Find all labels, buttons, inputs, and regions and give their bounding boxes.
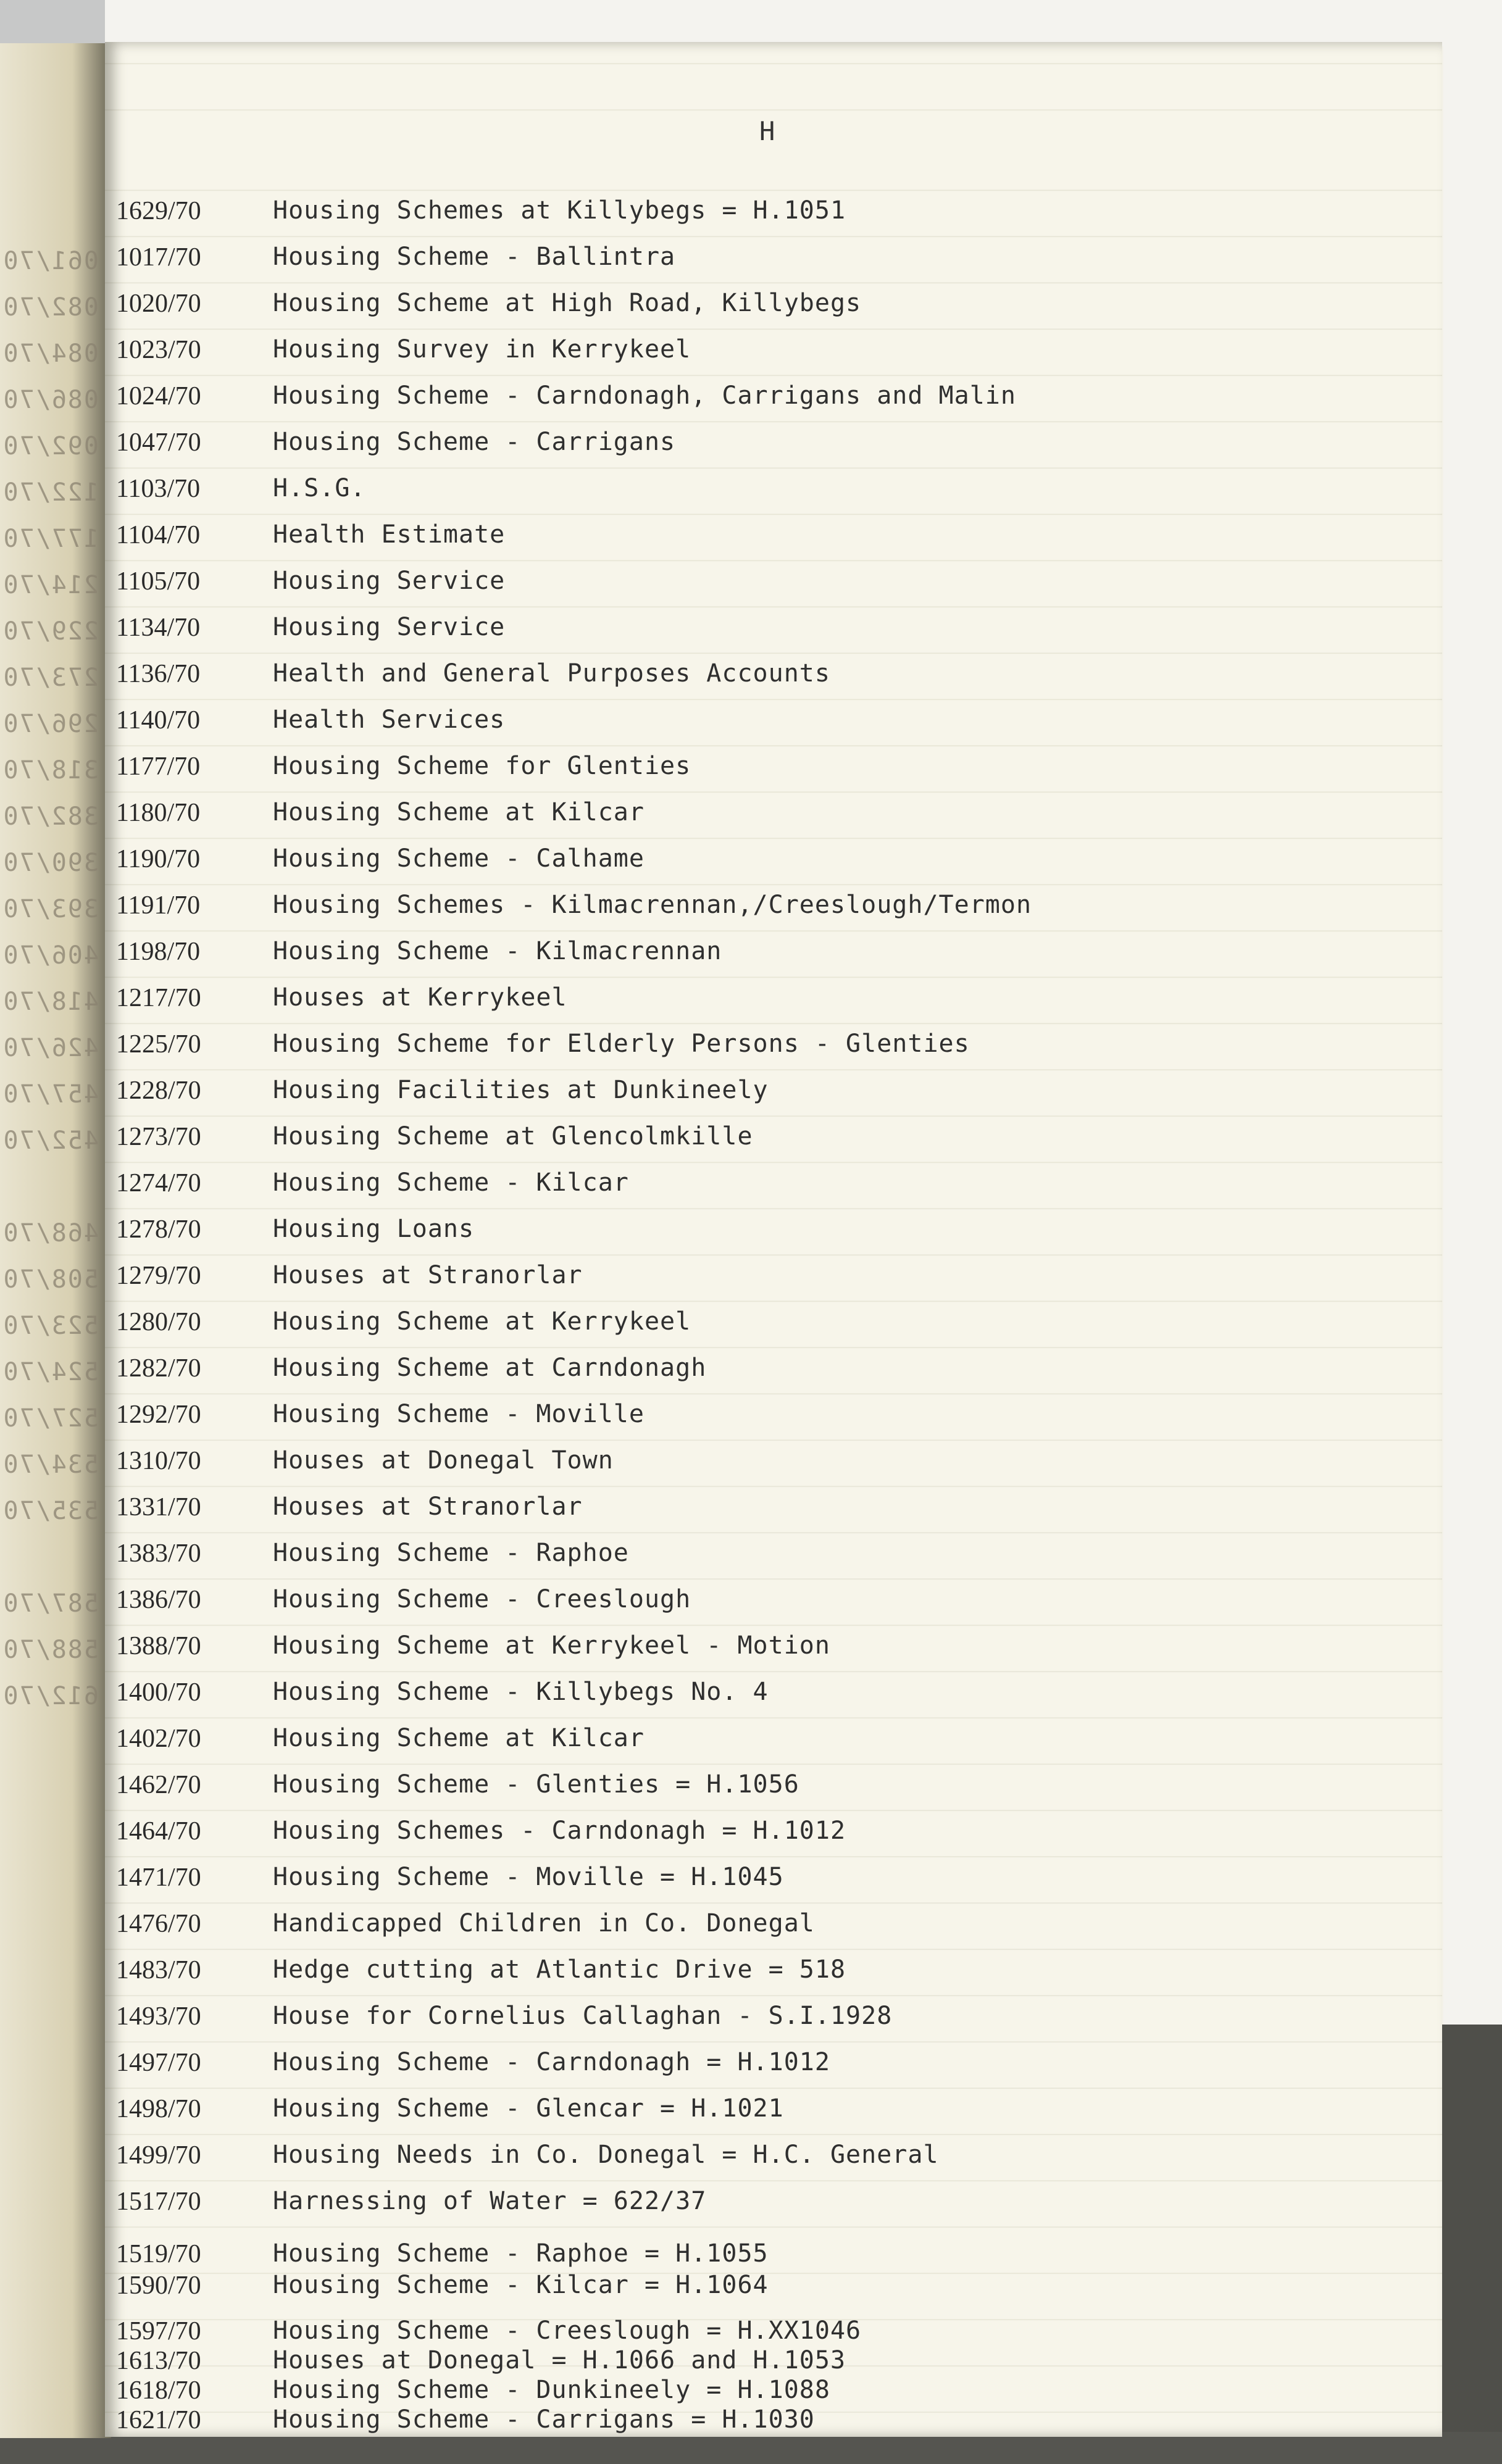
previous-page-reference: 296/70 [2,710,99,738]
previous-page-edge [0,43,111,2438]
previous-page-reference: 318/70 [2,756,99,785]
previous-page-reference: 229/70 [2,617,99,646]
entry-reference-number: 1517/70 [116,2187,201,2216]
entry-description: Houses at Donegal = H.1066 and H.1053 [273,2346,846,2375]
entry-reference-number: 1388/70 [116,1632,201,1660]
previous-page-reference: 535/70 [2,1497,99,1525]
previous-page-reference: 418/70 [2,988,99,1016]
entry-reference-number: 1331/70 [116,1493,201,1521]
entry-description: Housing Scheme - Calhame [273,844,645,873]
entry-description: House for Cornelius Callaghan - S.I.1928 [273,2002,893,2030]
entry-reference-number: 1136/70 [116,660,201,688]
entry-reference-number: 1618/70 [116,2376,201,2405]
entry-description: Housing Scheme - Raphoe [273,1539,629,1567]
entry-reference-number: 1629/70 [116,197,201,225]
entry-reference-number: 1386/70 [116,1586,201,1614]
entry-reference-number: 1493/70 [116,2002,201,2031]
previous-page-reference: 092/70 [2,432,99,460]
entry-reference-number: 1140/70 [116,706,201,735]
entry-reference-number: 1498/70 [116,2095,201,2123]
entry-description: Housing Scheme - Killybegs No. 4 [273,1678,769,1706]
previous-page-reference: 122/70 [2,478,99,507]
entry-reference-number: 1282/70 [116,1354,201,1383]
entry-description: Housing Scheme - Glencar = H.1021 [273,2094,784,2123]
entry-reference-number: 1225/70 [116,1030,201,1059]
entry-description: Housing Scheme - Moville = H.1045 [273,1863,784,1891]
previous-page-reference: 527/70 [2,1404,99,1433]
entry-description: Housing Scheme at High Road, Killybegs [273,289,862,317]
entry-description: Housing Scheme at Glencolmkille [273,1122,753,1151]
entry-reference-number: 1024/70 [116,382,201,410]
entry-reference-number: 1621/70 [116,2406,201,2434]
entry-reference-number: 1023/70 [116,336,201,364]
previous-page-reference: 214/70 [2,571,99,599]
previous-page-reference: 534/70 [2,1451,99,1479]
entry-description: Handicapped Children in Co. Donegal [273,1909,815,1937]
entry-reference-number: 1400/70 [116,1678,201,1707]
entry-reference-number: 1471/70 [116,1863,201,1892]
entry-description: Housing Scheme at Kilcar [273,1724,645,1752]
entry-reference-number: 1020/70 [116,289,201,318]
page-index-letter: H [759,116,775,146]
entry-reference-number: 1017/70 [116,243,201,272]
entry-description: Housing Scheme - Carndonagh = H.1012 [273,2048,830,2076]
entry-description: Housing Scheme - Kilmacrennan [273,937,722,965]
entry-reference-number: 1519/70 [116,2240,201,2268]
entry-reference-number: 1217/70 [116,984,201,1012]
entry-description: Housing Schemes - Carndonagh = H.1012 [273,1817,846,1845]
entry-description: Housing Scheme - Carndonagh, Carrigans and Malin [273,381,1016,410]
entry-description: Houses at Kerrykeel [273,983,567,1012]
entry-reference-number: 1134/70 [116,614,201,642]
previous-page-reference: 524/70 [2,1358,99,1386]
entry-description: Housing Scheme at Carndonagh [273,1354,707,1382]
entry-reference-number: 1279/70 [116,1262,201,1290]
entry-reference-number: 1499/70 [116,2141,201,2170]
entry-description: Houses at Stranorlar [273,1261,583,1289]
entry-description: Health Estimate [273,520,506,549]
entry-reference-number: 1464/70 [116,1817,201,1846]
entry-description: Housing Scheme at Kilcar [273,798,645,826]
entry-reference-number: 1383/70 [116,1539,201,1568]
entry-description: Health Services [273,705,506,734]
entry-description: Housing Scheme - Moville [273,1400,645,1428]
entry-description: Housing Needs in Co. Donegal = H.C. General [273,2141,939,2169]
previous-page-reference: 086/70 [2,386,99,414]
entry-description: Housing Schemes - Kilmacrennan,/Creeslough/Termon [273,891,1032,919]
entry-reference-number: 1402/70 [116,1725,201,1753]
entry-description: Housing Service [273,567,506,595]
entry-description: Housing Loans [273,1215,475,1243]
previous-page-reference: 082/70 [2,293,99,322]
entry-reference-number: 1497/70 [116,2049,201,2077]
entry-reference-number: 1190/70 [116,845,201,873]
entry-description: Housing Scheme for Glenties [273,752,691,780]
entry-description: Housing Scheme - Carrigans [273,428,676,456]
desk-background-corner [0,0,105,43]
entry-description: Housing Service [273,613,506,641]
entry-reference-number: 1280/70 [116,1308,201,1336]
entry-description: Housing Scheme - Creeslough [273,1585,691,1613]
entry-description: Houses at Stranorlar [273,1492,583,1521]
entry-reference-number: 1310/70 [116,1447,201,1475]
previous-page-reference: 393/70 [2,895,99,923]
previous-page-reference: 084/70 [2,339,99,368]
previous-page-reference: 508/70 [2,1265,99,1294]
entry-description: Housing Scheme for Elderly Persons - Glenties [273,1030,970,1058]
previous-page-reference: 612/70 [2,1682,99,1710]
entry-description: Housing Scheme - Kilcar [273,1168,629,1197]
entry-reference-number: 1613/70 [116,2347,201,2375]
entry-description: Housing Scheme at Kerrykeel [273,1307,691,1336]
entry-reference-number: 1177/70 [116,752,201,781]
entry-reference-number: 1476/70 [116,1910,201,1938]
entry-reference-number: 1180/70 [116,799,201,827]
entry-reference-number: 1292/70 [116,1401,201,1429]
previous-page-reference: 457/70 [2,1080,99,1109]
previous-page-reference: 523/70 [2,1312,99,1340]
desk-background-top [0,0,1502,46]
entry-description: Houses at Donegal Town [273,1446,614,1475]
entry-reference-number: 1462/70 [116,1771,201,1799]
entry-description: Housing Scheme - Ballintra [273,243,676,271]
previous-page-reference: 468/70 [2,1219,99,1247]
entry-reference-number: 1191/70 [116,891,201,920]
entry-description: H.S.G. [273,474,366,502]
entry-reference-number: 1274/70 [116,1169,201,1197]
entry-description: Housing Scheme - Carrigans = H.1030 [273,2405,815,2434]
entry-description: Housing Scheme - Raphoe = H.1055 [273,2239,769,2268]
entry-reference-number: 1047/70 [116,428,201,457]
entry-description: Housing Scheme - Glenties = H.1056 [273,1770,799,1799]
entry-reference-number: 1597/70 [116,2317,201,2345]
previous-page-reference: 426/70 [2,1034,99,1062]
previous-page-reference: 587/70 [2,1589,99,1618]
previous-page-reference: 382/70 [2,802,99,831]
entry-description: Housing Survey in Kerrykeel [273,335,691,364]
previous-page-reference: 177/70 [2,525,99,553]
desk-shadow-right [1442,2025,1502,2464]
entry-reference-number: 1228/70 [116,1076,201,1105]
ledger-page [105,42,1442,2437]
entry-reference-number: 1278/70 [116,1215,201,1244]
previous-page-reference: 061/70 [2,247,99,275]
entry-reference-number: 1104/70 [116,521,201,549]
previous-page-reference: 390/70 [2,849,99,877]
entry-description: Housing Scheme at Kerrykeel - Motion [273,1631,830,1660]
previous-page-reference: 273/70 [2,664,99,692]
previous-page-reference: 588/70 [2,1636,99,1664]
entry-reference-number: 1590/70 [116,2271,201,2300]
entry-description: Housing Schemes at Killybegs = H.1051 [273,196,846,225]
entry-description: Housing Scheme - Creeslough = H.XX1046 [273,2316,862,2345]
entry-reference-number: 1483/70 [116,1956,201,1984]
previous-page-reference: 452/70 [2,1126,99,1155]
entry-reference-number: 1103/70 [116,475,201,503]
entry-description: Health and General Purposes Accounts [273,659,830,688]
entry-description: Hedge cutting at Atlantic Drive = 518 [273,1955,846,1984]
previous-page-reference: 406/70 [2,941,99,970]
entry-description: Harnessing of Water = 622/37 [273,2187,707,2215]
entry-reference-number: 1198/70 [116,938,201,966]
entry-reference-number: 1105/70 [116,567,201,596]
entry-description: Housing Scheme - Dunkineely = H.1088 [273,2376,830,2404]
entry-description: Housing Facilities at Dunkineely [273,1076,769,1104]
entry-reference-number: 1273/70 [116,1123,201,1151]
entry-description: Housing Scheme - Kilcar = H.1064 [273,2271,769,2299]
